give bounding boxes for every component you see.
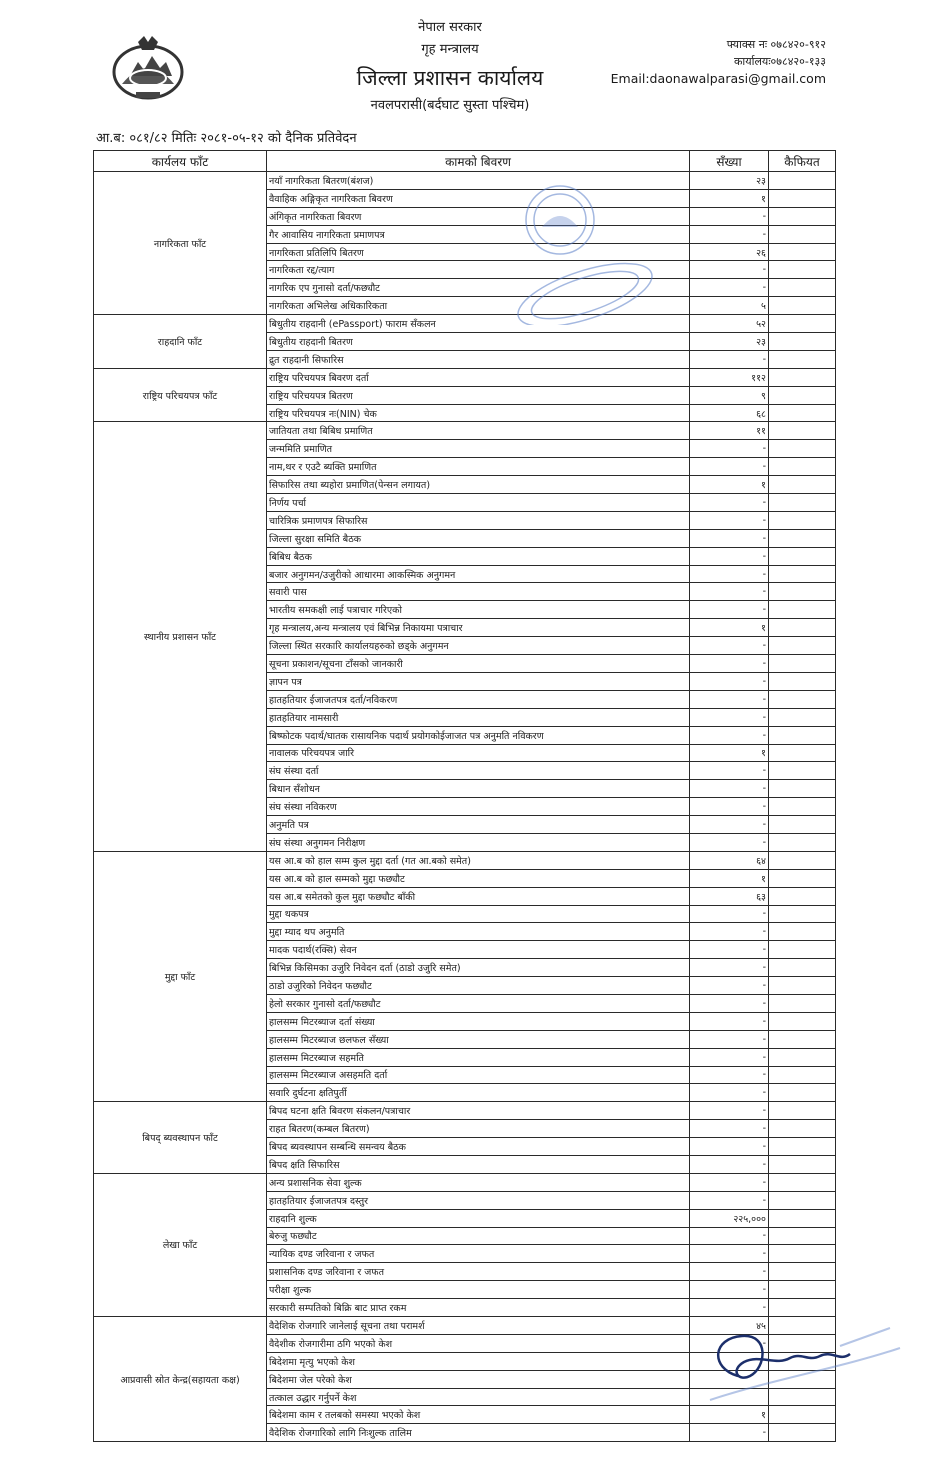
task-count: - bbox=[690, 1245, 769, 1263]
task-description: मादक पदार्थ(रक्सि) सेवन bbox=[267, 941, 690, 959]
task-count: - bbox=[690, 833, 769, 851]
task-description: प्रशासनिक दण्ड जरिवाना र जफत bbox=[267, 1263, 690, 1281]
task-description: बिपद क्षति सिफारिस bbox=[267, 1155, 690, 1173]
task-remarks bbox=[769, 887, 836, 905]
task-count: - bbox=[690, 1048, 769, 1066]
task-count: ५ bbox=[690, 297, 769, 315]
task-count: १ bbox=[690, 869, 769, 887]
task-description: संघ संस्था अनुगमन निरीक्षण bbox=[267, 833, 690, 851]
task-remarks bbox=[769, 1263, 836, 1281]
task-count: १ bbox=[690, 744, 769, 762]
task-remarks bbox=[769, 619, 836, 637]
task-remarks bbox=[769, 243, 836, 261]
task-count: - bbox=[690, 565, 769, 583]
task-count: - bbox=[690, 511, 769, 529]
task-count: १ bbox=[690, 619, 769, 637]
task-count: - bbox=[690, 529, 769, 547]
office-stamp-icon bbox=[490, 175, 660, 325]
task-remarks bbox=[769, 977, 836, 995]
task-remarks bbox=[769, 851, 836, 869]
task-count: - bbox=[690, 601, 769, 619]
task-count: - bbox=[690, 440, 769, 458]
task-count: - bbox=[690, 494, 769, 512]
task-count: १ bbox=[690, 189, 769, 207]
task-remarks bbox=[769, 1424, 836, 1442]
task-description: राष्ट्रिय परिचयपत्र बितरण bbox=[267, 386, 690, 404]
task-description: राष्ट्रिय परिचयपत्र नः(NIN) चेक bbox=[267, 404, 690, 422]
nepal-emblem-icon bbox=[108, 32, 188, 102]
task-count: - bbox=[690, 261, 769, 279]
email-address: Email:daonawalparasi@gmail.com bbox=[610, 71, 826, 86]
task-count: - bbox=[690, 780, 769, 798]
task-description: राहत बितरण(कम्बल बितरण) bbox=[267, 1120, 690, 1138]
task-description: बिधुतीय राहदानी बितरण bbox=[267, 333, 690, 351]
task-remarks bbox=[769, 511, 836, 529]
gov-name: नेपाल सरकार bbox=[418, 20, 482, 35]
task-remarks bbox=[769, 225, 836, 243]
task-remarks bbox=[769, 690, 836, 708]
task-description: अन्य प्रशासनिक सेवा शुल्क bbox=[267, 1173, 690, 1191]
task-description: राष्ट्रिय परिचयपत्र बिवरण दर्ता bbox=[267, 368, 690, 386]
task-count: - bbox=[690, 1120, 769, 1138]
task-remarks bbox=[769, 333, 836, 351]
task-description: यस आ.ब समेतको कुल मुद्दा फछ्यौट बाँकी bbox=[267, 887, 690, 905]
task-remarks bbox=[769, 315, 836, 333]
task-description: बिपद ब्यवस्थापन सम्बन्धि समन्वय बैठक bbox=[267, 1138, 690, 1156]
section-name: आप्रवासी स्रोत केन्द्र(सहायता कक्ष) bbox=[94, 1317, 267, 1442]
task-count: १ bbox=[690, 476, 769, 494]
task-remarks bbox=[769, 1138, 836, 1156]
task-remarks bbox=[769, 941, 836, 959]
task-count: - bbox=[690, 762, 769, 780]
task-description: मुद्दा म्याद थप अनुमति bbox=[267, 923, 690, 941]
task-count: - bbox=[690, 547, 769, 565]
table-row bbox=[94, 851, 836, 869]
task-count: - bbox=[690, 1138, 769, 1156]
task-description: हालसम्म मिटरब्याज छलफल सँख्या bbox=[267, 1030, 690, 1048]
task-description: बेरुजु फछ्यौट bbox=[267, 1227, 690, 1245]
office-phone: कार्यालयः०७८४२०-१३३ bbox=[733, 55, 826, 68]
task-description: बिधान सँशोधन bbox=[267, 780, 690, 798]
task-remarks bbox=[769, 601, 836, 619]
task-count: - bbox=[690, 1155, 769, 1173]
task-remarks bbox=[769, 923, 836, 941]
task-count: - bbox=[690, 816, 769, 834]
task-description: चारित्रिक प्रमाणपत्र सिफारिस bbox=[267, 511, 690, 529]
task-description: नागरिक एप गुनासो दर्ता/फछ्यौट bbox=[267, 279, 690, 297]
task-remarks bbox=[769, 404, 836, 422]
task-description: संघ संस्था नविकरण bbox=[267, 798, 690, 816]
task-description: नागरिकता रद्द/त्याग bbox=[267, 261, 690, 279]
task-description: सूचना प्रकाशन/सूचना टाँसको जानकारी bbox=[267, 655, 690, 673]
task-description: अनुमति पत्र bbox=[267, 816, 690, 834]
task-description: नाम,थर र एउटै ब्यक्ति प्रमाणित bbox=[267, 458, 690, 476]
task-description: बिबिध बैठक bbox=[267, 547, 690, 565]
task-description: हेलो सरकार गुनासो दर्ता/फछ्यौट bbox=[267, 994, 690, 1012]
task-remarks bbox=[769, 529, 836, 547]
task-count: - bbox=[690, 1173, 769, 1191]
task-description: बिदेशमा जेल परेको केश bbox=[267, 1370, 690, 1388]
task-count: - bbox=[690, 1299, 769, 1317]
task-count: - bbox=[690, 1012, 769, 1030]
task-description: हालसम्म मिटरब्याज सहमति bbox=[267, 1048, 690, 1066]
task-count: - bbox=[690, 225, 769, 243]
task-description: जिल्ला सुरक्षा समिति बैठक bbox=[267, 529, 690, 547]
task-description: हातहतियार ईजाजतपत्र दस्तुर bbox=[267, 1191, 690, 1209]
task-description: वैदेशिक रोजगारि जानेलाई सूचना तथा परामर्श bbox=[267, 1317, 690, 1335]
task-count: - bbox=[690, 726, 769, 744]
task-count: ४५ bbox=[690, 1317, 769, 1335]
task-description: परीक्षा शुल्क bbox=[267, 1281, 690, 1299]
task-remarks bbox=[769, 1227, 836, 1245]
task-count: २२५,००० bbox=[690, 1209, 769, 1227]
task-count: - bbox=[690, 583, 769, 601]
task-remarks bbox=[769, 189, 836, 207]
task-description: नावालक परिचयपत्र जारि bbox=[267, 744, 690, 762]
task-remarks bbox=[769, 637, 836, 655]
task-remarks bbox=[769, 959, 836, 977]
task-count: २६ bbox=[690, 243, 769, 261]
task-description: सवारी पास bbox=[267, 583, 690, 601]
task-remarks bbox=[769, 744, 836, 762]
task-count: - bbox=[690, 672, 769, 690]
task-remarks bbox=[769, 368, 836, 386]
task-remarks bbox=[769, 1066, 836, 1084]
task-description: भारतीय समकक्षी लाई पत्राचार गरिएको bbox=[267, 601, 690, 619]
task-remarks bbox=[769, 583, 836, 601]
task-remarks bbox=[769, 1048, 836, 1066]
task-remarks bbox=[769, 1102, 836, 1120]
section-name: राहदानि फाँट bbox=[94, 315, 267, 369]
task-description: सवारि दुर्घटना क्षतिपुर्ती bbox=[267, 1084, 690, 1102]
task-remarks bbox=[769, 726, 836, 744]
task-remarks bbox=[769, 261, 836, 279]
task-count: ११२ bbox=[690, 368, 769, 386]
task-count: - bbox=[690, 1030, 769, 1048]
column-header: कैफियत bbox=[769, 151, 836, 172]
task-description: तत्काल उद्धार गर्नुपर्ने केश bbox=[267, 1388, 690, 1406]
task-remarks bbox=[769, 1245, 836, 1263]
task-count: - bbox=[690, 637, 769, 655]
task-remarks bbox=[769, 350, 836, 368]
task-description: सिफारिस तथा ब्यहोरा प्रमाणित(पेन्सन लगायत) bbox=[267, 476, 690, 494]
task-count: ११ bbox=[690, 422, 769, 440]
table-body bbox=[94, 172, 836, 1442]
task-remarks bbox=[769, 1084, 836, 1102]
task-count: - bbox=[690, 923, 769, 941]
task-description: ठाडो उजुरिको निवेदन फछ्यौट bbox=[267, 977, 690, 995]
task-description: हालसम्म मिटरब्याज दर्ता संख्या bbox=[267, 1012, 690, 1030]
section-name: स्थानीय प्रशासन फाँट bbox=[94, 422, 267, 851]
task-count: १ bbox=[690, 1406, 769, 1424]
task-description: वैदेशिक रोजगारिको लागि निःशुल्क तालिम bbox=[267, 1424, 690, 1442]
task-remarks bbox=[769, 1406, 836, 1424]
task-count: - bbox=[690, 207, 769, 225]
section-name: राष्ट्रिय परिचयपत्र फाँट bbox=[94, 368, 267, 422]
task-description: जन्ममिति प्रमाणित bbox=[267, 440, 690, 458]
letterhead bbox=[300, 18, 600, 116]
task-remarks bbox=[769, 655, 836, 673]
contact-block bbox=[611, 36, 826, 88]
task-count: ६८ bbox=[690, 404, 769, 422]
task-remarks bbox=[769, 1281, 836, 1299]
fax-number: फ्याक्स नः ०७८४२०-९१२ bbox=[726, 38, 826, 51]
task-count: - bbox=[690, 1066, 769, 1084]
task-description: बिदेशमा काम र तलबको समस्या भएको केश bbox=[267, 1406, 690, 1424]
report-table bbox=[93, 150, 836, 1442]
column-header: कार्यलय फाँट bbox=[94, 151, 267, 172]
task-count: - bbox=[690, 1263, 769, 1281]
task-description: नागरिकता प्रतिलिपि बितरण bbox=[267, 243, 690, 261]
task-description: जातियता तथा बिबिध प्रमाणित bbox=[267, 422, 690, 440]
task-description: वैदेशीक रोजगारीमा ठगि भएको केश bbox=[267, 1334, 690, 1352]
task-description: अंगिकृत नागरिकता बिवरण bbox=[267, 207, 690, 225]
task-description: बिपद घटना क्षति बिवरण संकलन/पत्राचार bbox=[267, 1102, 690, 1120]
task-description: यस आ.ब को हाल सम्म कुल मुद्दा दर्ता (गत आ.बको समेत) bbox=[267, 851, 690, 869]
task-description: हालसम्म मिटरब्याज असहमति दर्ता bbox=[267, 1066, 690, 1084]
table-row bbox=[94, 422, 836, 440]
task-remarks bbox=[769, 994, 836, 1012]
task-remarks bbox=[769, 1120, 836, 1138]
task-remarks bbox=[769, 780, 836, 798]
task-description: जिल्ला स्थित सरकारि कार्यालयहरुको छड्के अनुगमन bbox=[267, 637, 690, 655]
task-remarks bbox=[769, 565, 836, 583]
table-row bbox=[94, 1102, 836, 1120]
task-remarks bbox=[769, 1191, 836, 1209]
task-description: हातहतियार ईजाजतपत्र दर्ता/नविकरण bbox=[267, 690, 690, 708]
task-count: - bbox=[690, 1227, 769, 1245]
task-remarks bbox=[769, 440, 836, 458]
task-remarks bbox=[769, 386, 836, 404]
column-header: कामको बिवरण bbox=[267, 151, 690, 172]
task-count: - bbox=[690, 994, 769, 1012]
task-count: ५२ bbox=[690, 315, 769, 333]
task-description: मुद्दा थकपत्र bbox=[267, 905, 690, 923]
task-remarks bbox=[769, 494, 836, 512]
task-description: बजार अनुगमन/उजुरीको आधारमा आकस्मिक अनुगमन bbox=[267, 565, 690, 583]
task-remarks bbox=[769, 1012, 836, 1030]
report-title: आ.ब: ०८१/८२ मितिः २०८१-०५-१२ को दैनिक प्रतिवेदन bbox=[96, 131, 357, 146]
task-description: यस आ.ब को हाल सम्मको मुद्दा फछ्यौट bbox=[267, 869, 690, 887]
task-count: - bbox=[690, 905, 769, 923]
task-remarks bbox=[769, 476, 836, 494]
task-description: संघ संस्था दर्ता bbox=[267, 762, 690, 780]
task-count: ६३ bbox=[690, 887, 769, 905]
task-description: निर्णय पर्चा bbox=[267, 494, 690, 512]
ministry-name: गृह मन्त्रालय bbox=[421, 42, 479, 57]
task-count: २३ bbox=[690, 333, 769, 351]
task-description: नयाँ नागरिकता बितरण(बंशज) bbox=[267, 172, 690, 190]
task-remarks bbox=[769, 279, 836, 297]
task-description: बिधुतीय राहदानी (ePassport) फाराम सँकलन bbox=[267, 315, 690, 333]
task-description: हातहतियार नामसारी bbox=[267, 708, 690, 726]
section-name: लेखा फाँट bbox=[94, 1173, 267, 1316]
task-count: - bbox=[690, 977, 769, 995]
signature-icon bbox=[690, 1318, 910, 1408]
office-name: जिल्ला प्रशासन कार्यालय bbox=[356, 66, 544, 90]
section-name: बिपद् ब्यवस्थापन फाँट bbox=[94, 1102, 267, 1174]
task-remarks bbox=[769, 816, 836, 834]
task-remarks bbox=[769, 798, 836, 816]
task-remarks bbox=[769, 1299, 836, 1317]
task-remarks bbox=[769, 1155, 836, 1173]
task-description: द्रुत राहदानी सिफारिस bbox=[267, 350, 690, 368]
task-count: २३ bbox=[690, 172, 769, 190]
task-remarks bbox=[769, 833, 836, 851]
task-remarks bbox=[769, 207, 836, 225]
task-count: - bbox=[690, 1084, 769, 1102]
task-remarks bbox=[769, 172, 836, 190]
task-count: - bbox=[690, 1334, 769, 1352]
task-remarks bbox=[769, 869, 836, 887]
task-count: - bbox=[690, 708, 769, 726]
task-description: ज्ञापन पत्र bbox=[267, 672, 690, 690]
task-remarks bbox=[769, 422, 836, 440]
table-row bbox=[94, 315, 836, 333]
task-count: - bbox=[690, 1281, 769, 1299]
task-description: बिभिन्न किसिमका उजुरि निवेदन दर्ता (ठाडो उजुरि समेत) bbox=[267, 959, 690, 977]
task-description: न्यायिक दण्ड जरिवाना र जफत bbox=[267, 1245, 690, 1263]
task-remarks bbox=[769, 297, 836, 315]
task-remarks bbox=[769, 1030, 836, 1048]
task-description: राहदानि शुल्क bbox=[267, 1209, 690, 1227]
task-count: - bbox=[690, 458, 769, 476]
task-remarks bbox=[769, 708, 836, 726]
task-count: - bbox=[690, 959, 769, 977]
task-count: - bbox=[690, 279, 769, 297]
task-description: सरकारी सम्पतिको बिक्रि बाट प्राप्त रकम bbox=[267, 1299, 690, 1317]
task-description: गैर आवासिय नागरिकता प्रमाणपत्र bbox=[267, 225, 690, 243]
table-row bbox=[94, 368, 836, 386]
task-remarks bbox=[769, 762, 836, 780]
task-count: - bbox=[690, 690, 769, 708]
task-description: वैवाहिक अङ्गिकृत नागरिकता बिवरण bbox=[267, 189, 690, 207]
section-name: मुद्दा फाँट bbox=[94, 851, 267, 1101]
task-count: - bbox=[690, 1191, 769, 1209]
task-count: - bbox=[690, 1102, 769, 1120]
section-name: नागरिकता फाँट bbox=[94, 172, 267, 315]
task-count: - bbox=[690, 1424, 769, 1442]
task-count: - bbox=[690, 941, 769, 959]
task-remarks bbox=[769, 905, 836, 923]
task-count: ९ bbox=[690, 386, 769, 404]
task-remarks bbox=[769, 1173, 836, 1191]
table-header-row bbox=[94, 151, 836, 172]
task-count: ६४ bbox=[690, 851, 769, 869]
table-row bbox=[94, 172, 836, 190]
column-header: सँख्या bbox=[690, 151, 769, 172]
task-count: - bbox=[690, 798, 769, 816]
task-remarks bbox=[769, 547, 836, 565]
task-description: बिष्फोटक पदार्थ/घातक रासायनिक पदार्थ प्रयोगकोईजाजत पत्र अनुमति नविकरण bbox=[267, 726, 690, 744]
task-description: बिदेशमा मृत्यु भएको केश bbox=[267, 1352, 690, 1370]
task-remarks bbox=[769, 458, 836, 476]
task-description: नागरिकता अभिलेख अधिकारिकता bbox=[267, 297, 690, 315]
task-description: गृह मन्त्रालय,अन्य मन्त्रालय एवं बिभिन्न निकायमा पत्राचार bbox=[267, 619, 690, 637]
task-remarks bbox=[769, 672, 836, 690]
task-count: - bbox=[690, 350, 769, 368]
task-count: - bbox=[690, 655, 769, 673]
task-remarks bbox=[769, 1209, 836, 1227]
table-row bbox=[94, 1173, 836, 1191]
office-location: नवलपरासी(बर्दघाट सुस्ता पश्चिम) bbox=[370, 98, 530, 113]
